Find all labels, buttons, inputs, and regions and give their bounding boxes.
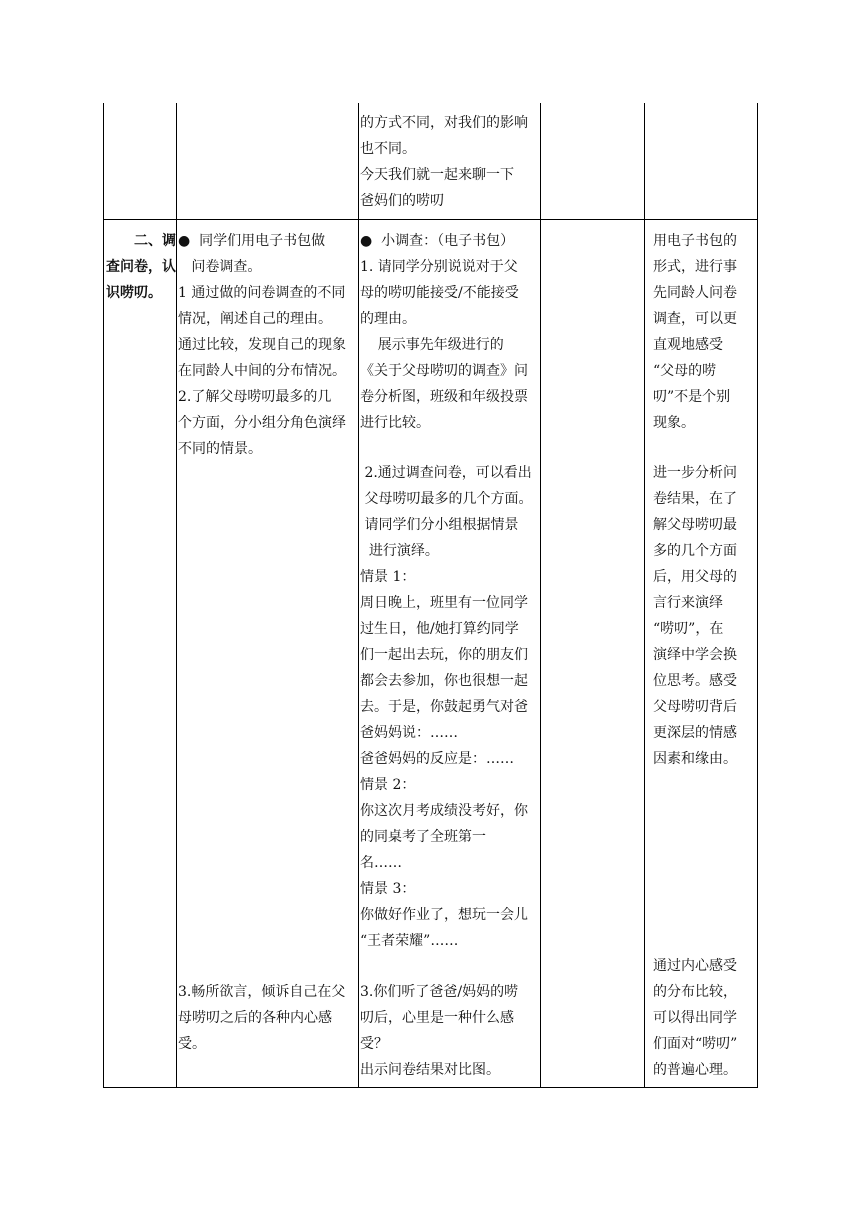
text-line: 叨后，心里是一种什么感 [360, 1010, 514, 1026]
text-line: 请同学们分小组根据情景 [360, 517, 519, 533]
text-line: 的理由。 [360, 311, 416, 327]
text-line: 们一起出去玩，你的朋友们 [360, 647, 528, 663]
text-line: 母的唠叨能接受/不能接受 [360, 285, 519, 301]
text-line: ● 小调查：（电子书包） [360, 233, 515, 249]
table-border-left [103, 103, 104, 1088]
text-line: 先同龄人问卷 [653, 285, 737, 301]
text-line: 2.通过调查问卷，可以看出 [360, 465, 532, 481]
text-line: 个方面，分小组分角色演绎 [178, 415, 346, 431]
text-line: 情况，阐述自己的理由。 [178, 311, 332, 327]
text-line: 你做好作业了，想玩一会儿 [360, 907, 528, 923]
student-activity-cell [178, 228, 359, 462]
row-divider [103, 219, 758, 220]
text-line: 形式，进行事 [653, 259, 737, 275]
text-line: 可以得出同学 [653, 1010, 737, 1026]
text-line: 受？ [360, 1036, 388, 1052]
text-line: 都会去参加，你也很想一起 [360, 673, 528, 689]
stage-title-line: 二、调 [134, 233, 176, 249]
text-line: 的同桌考了全班第一 [360, 829, 486, 845]
text-line: 过生日，他/她打算约同学 [360, 621, 519, 637]
text-line: “王者荣耀”…… [360, 933, 459, 949]
text-line: 《关于父母唠叨的调查》问 [360, 363, 528, 379]
column-divider [176, 103, 177, 1088]
teacher-activity-cell [360, 228, 540, 436]
text-line: 出示问卷结果对比图。 [360, 1062, 500, 1078]
text-line: 通过比较，发现自己的现象 [178, 337, 346, 353]
text-line: 爸妈妈说：…… [360, 725, 458, 741]
column-divider [644, 103, 645, 1088]
stage-title-line: 查问卷，认 [106, 259, 176, 275]
text-line: 演绎中学会换 [653, 647, 737, 663]
text-line: 因素和缘由。 [653, 751, 737, 767]
text-line: 情景 2： [360, 777, 416, 793]
text-line: 展示事先年级进行的 [360, 337, 504, 353]
stage-cell [106, 228, 176, 306]
text-line: 3.你们听了爸爸/妈妈的唠 [360, 984, 519, 1000]
text-line: 言行来演绎 [653, 595, 723, 611]
text-line: 你这次月考成绩没考好，你 [360, 803, 528, 819]
text-line: 在同龄人中间的分布情况。 [178, 363, 346, 379]
text-line: 父母唠叨背后 [653, 699, 737, 715]
text-line: 今天我们就一起来聊一下 [360, 167, 514, 183]
text-line: 的普遍心理。 [653, 1062, 737, 1078]
text-line: 后，用父母的 [653, 569, 737, 585]
text-line: 叨”不是个别 [653, 389, 731, 405]
text-line: 位思考。感受 [653, 673, 737, 689]
text-line: 卷结果，在了 [653, 491, 737, 507]
text-line: “父母的唠 [653, 363, 717, 379]
text-line: 调查，可以更 [653, 311, 737, 327]
text-line: 进行比较。 [360, 415, 430, 431]
design-purpose-part3 [653, 953, 757, 1083]
text-line: 用电子书包的 [653, 233, 737, 249]
text-line: 2.了解父母唠叨最多的几 [178, 389, 332, 405]
text-line: 父母唠叨最多的几个方面。 [360, 491, 533, 507]
table-border-bottom [103, 1087, 758, 1088]
text-line: 爸妈们的唠叨 [360, 193, 444, 209]
text-line: 情景 1： [360, 569, 416, 585]
text-line: 进一步分析问 [653, 465, 737, 481]
text-line: 更深层的情感 [653, 725, 737, 741]
text-line: 受。 [178, 1036, 206, 1052]
row1-activity-cell [360, 110, 540, 214]
text-line: 1 通过做的问卷调查的不同 [178, 285, 346, 301]
text-line: 去。于是，你鼓起勇气对爸 [360, 699, 528, 715]
text-line: 周日晚上，班里有一位同学 [360, 595, 528, 611]
table-border-right [757, 103, 758, 1088]
text-line: 解父母唠叨最 [653, 517, 737, 533]
text-line: 爸爸妈妈的反应是：…… [360, 751, 514, 767]
text-line: 现象。 [653, 415, 695, 431]
design-purpose-cell [653, 228, 757, 436]
text-line: 问卷调查。 [178, 259, 262, 275]
text-line: 母唠叨之后的各种内心感 [178, 1010, 332, 1026]
teacher-activity-part2 [360, 460, 540, 954]
text-line: 也不同。 [360, 141, 416, 157]
stage-title-line: 识唠叨。 [106, 285, 162, 301]
design-purpose-part2 [653, 460, 757, 772]
column-divider [540, 103, 541, 1088]
text-line: 直观地感受 [653, 337, 723, 353]
text-line: 的分布比较， [653, 984, 737, 1000]
text-line: 名…… [360, 855, 402, 871]
text-line: “唠叨”，在 [653, 621, 724, 637]
text-line: 的方式不同，对我们的影响 [360, 115, 528, 131]
text-line: 不同的情景。 [178, 441, 262, 457]
student-activity-part3 [178, 979, 359, 1057]
text-line: 情景 3： [360, 881, 416, 897]
teacher-activity-part3 [360, 979, 540, 1083]
text-line: 卷分析图，班级和年级投票 [360, 389, 528, 405]
text-line: 3.畅所欲言，倾诉自己在父 [178, 984, 346, 1000]
text-line: 们面对“唠叨” [653, 1036, 738, 1052]
text-line: 通过内心感受 [653, 958, 737, 974]
text-line: 1. 请同学分别说说对于父 [360, 259, 518, 275]
text-line: ● 同学们用电子书包做 [178, 233, 326, 249]
text-line: 多的几个方面 [653, 543, 737, 559]
text-line: 进行演绎。 [360, 543, 439, 559]
